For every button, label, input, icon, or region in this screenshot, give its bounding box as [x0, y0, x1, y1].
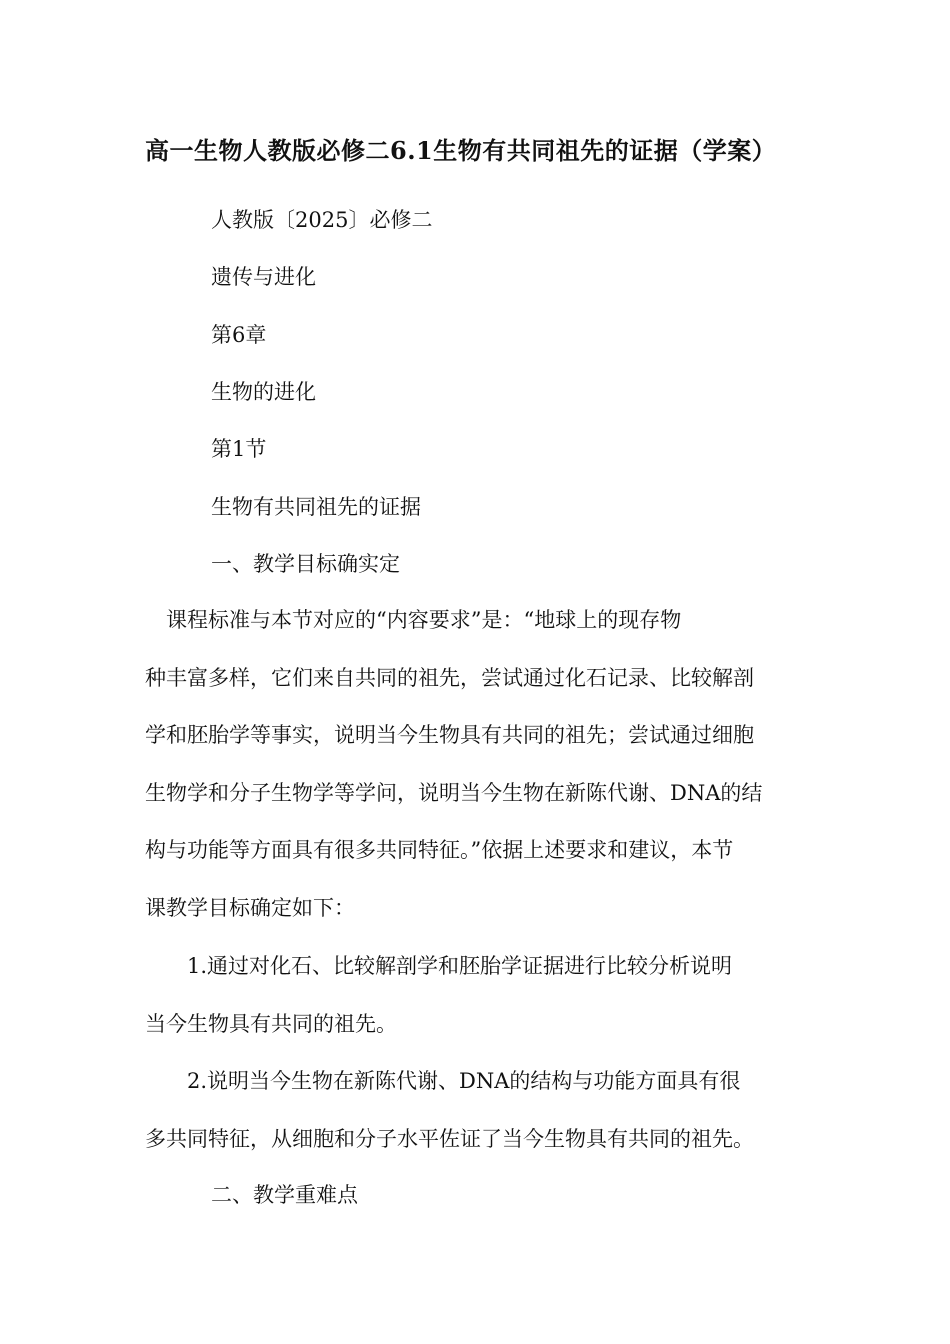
paragraph-line: 多共同特征，从细胞和分子水平佐证了当今生物具有共同的祖先。	[145, 1126, 754, 1151]
paragraph-line: 课程标准与本节对应的“内容要求”是：“地球上的现存物	[145, 608, 682, 632]
paragraph-line: 课教学目标确定如下：	[145, 895, 355, 920]
document-title: 高一生物人教版必修二6.1生物有共同祖先的证据（学案）	[145, 136, 777, 165]
objective-item-1	[145, 938, 810, 1053]
paragraph-curriculum-standard	[145, 592, 810, 937]
heading-objectives: 一、教学目标确实定	[211, 552, 400, 576]
objective-item-2	[145, 1053, 810, 1168]
chapter-number: 第6章	[211, 323, 267, 347]
volume-name: 遗传与进化	[211, 265, 316, 289]
paragraph-line: 当今生物具有共同的祖先。	[145, 1011, 397, 1036]
textbook-edition: 人教版〔2025〕必修二	[211, 208, 433, 232]
paragraph-line: 生物学和分子生物学等学问，说明当今生物在新陈代谢、DNA的结	[145, 780, 763, 805]
section-title: 生物有共同祖先的证据	[211, 495, 421, 519]
chapter-title: 生物的进化	[211, 380, 316, 404]
paragraph-line: 1.通过对化石、比较解剖学和胚胎学证据进行比较分析说明	[145, 954, 733, 978]
paragraph-line: 2.说明当今生物在新陈代谢、DNA的结构与功能方面具有很	[145, 1069, 741, 1093]
paragraph-line: 构与功能等方面具有很多共同特征。”依据上述要求和建议，本节	[145, 838, 734, 862]
heading-key-points: 二、教学重难点	[211, 1183, 358, 1207]
section-number: 第1节	[211, 437, 267, 461]
paragraph-line: 种丰富多样，它们来自共同的祖先，尝试通过化石记录、比较解剖	[145, 665, 754, 690]
paragraph-line: 学和胚胎学等事实，说明当今生物具有共同的祖先；尝试通过细胞	[145, 723, 754, 747]
